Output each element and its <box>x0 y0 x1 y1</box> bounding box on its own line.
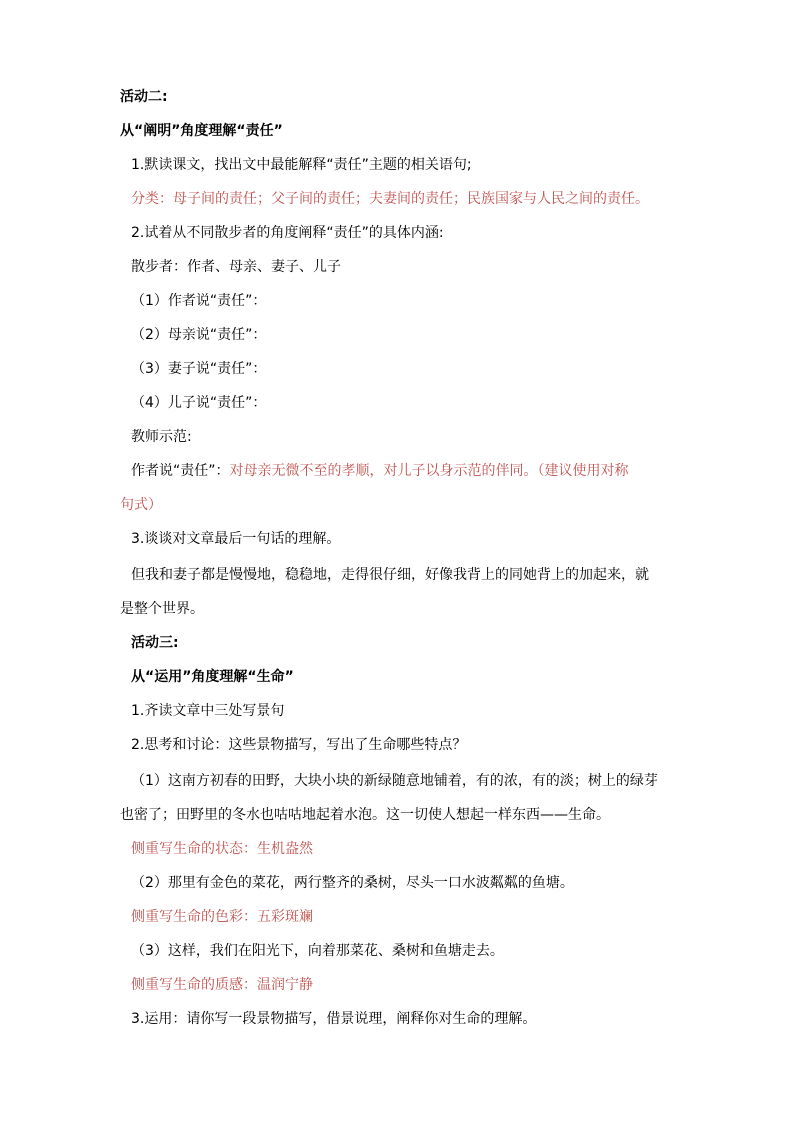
activity2-heading: 活动二: <box>120 89 168 105</box>
list-item: （2）母亲说“责任”： <box>131 327 267 343</box>
demo-answer: 对母亲无微不至的孝顺，对儿子以身示范的伴同。（建议使用对称 <box>229 463 629 479</box>
list-item: （4）儿子说“责任”： <box>131 395 267 411</box>
activity3-heading: 活动三: <box>131 635 179 651</box>
activity3-question-3: 3.运用：请你写一段景物描写，借景说理，阐释你对生命的理解。 <box>131 1011 537 1027</box>
walkers-list: 散步者：作者、母亲、妻子、儿子 <box>131 259 341 275</box>
teacher-demo <box>131 462 629 480</box>
teacher-demo-label: 教师示范: <box>131 429 192 445</box>
last-sentence-line-1: 但我和妻子都是慢慢地，稳稳地，走得很仔细，好像我背上的同她背上的加起来，就 <box>131 567 649 583</box>
scenery-passage-1-line-2: 也密了；田野里的冬水也咕咕地起着水泡。这一切使人想起一样东西——生命。 <box>120 807 610 823</box>
demo-prefix: 作者说“责任”： <box>131 463 230 479</box>
activity2-question-1: 1.默读课文，找出文中最能解释“责任”主题的相关语句; <box>131 157 472 173</box>
scenery-note-2: 侧重写生命的色彩：五彩斑斓 <box>131 909 313 925</box>
scenery-note-1: 侧重写生命的状态：生机盎然 <box>131 841 313 857</box>
scenery-note-3: 侧重写生命的质感：温润宁静 <box>131 977 313 993</box>
list-item: （3）妻子说“责任”： <box>131 361 267 377</box>
activity2-subheading: 从“阐明”角度理解“责任” <box>120 123 283 139</box>
activity3-question-1: 1.齐读文章中三处写景句 <box>131 703 285 719</box>
scenery-passage-2: （2）那里有金色的菜花，两行整齐的桑树，尽头一口水波粼粼的鱼塘。 <box>131 875 574 891</box>
demo-answer-continuation: 句式） <box>120 497 162 513</box>
last-sentence-line-2: 是整个世界。 <box>120 601 204 617</box>
activity3-subheading: 从“运用”角度理解“生命” <box>131 669 294 685</box>
activity2-question-2: 2.试着从不同散步者的角度阐释“责任”的具体内涵: <box>131 225 444 241</box>
activity2-question-3: 3.谈谈对文章最后一句话的理解。 <box>131 531 341 547</box>
list-item: （1）作者说“责任”： <box>131 293 267 309</box>
activity2-answer-1: 分类：母子间的责任；父子间的责任；夫妻间的责任；民族国家与人民之间的责任。 <box>131 191 649 207</box>
scenery-passage-1-line-1: （1）这南方初春的田野，大块小块的新绿随意地铺着，有的浓，有的淡；树上的绿芽 <box>131 773 658 789</box>
scenery-passage-3: （3）这样，我们在阳光下，向着那菜花、桑树和鱼塘走去。 <box>131 943 504 959</box>
activity3-question-2: 2.思考和讨论：这些景物描写，写出了生命哪些特点？ <box>131 737 467 753</box>
